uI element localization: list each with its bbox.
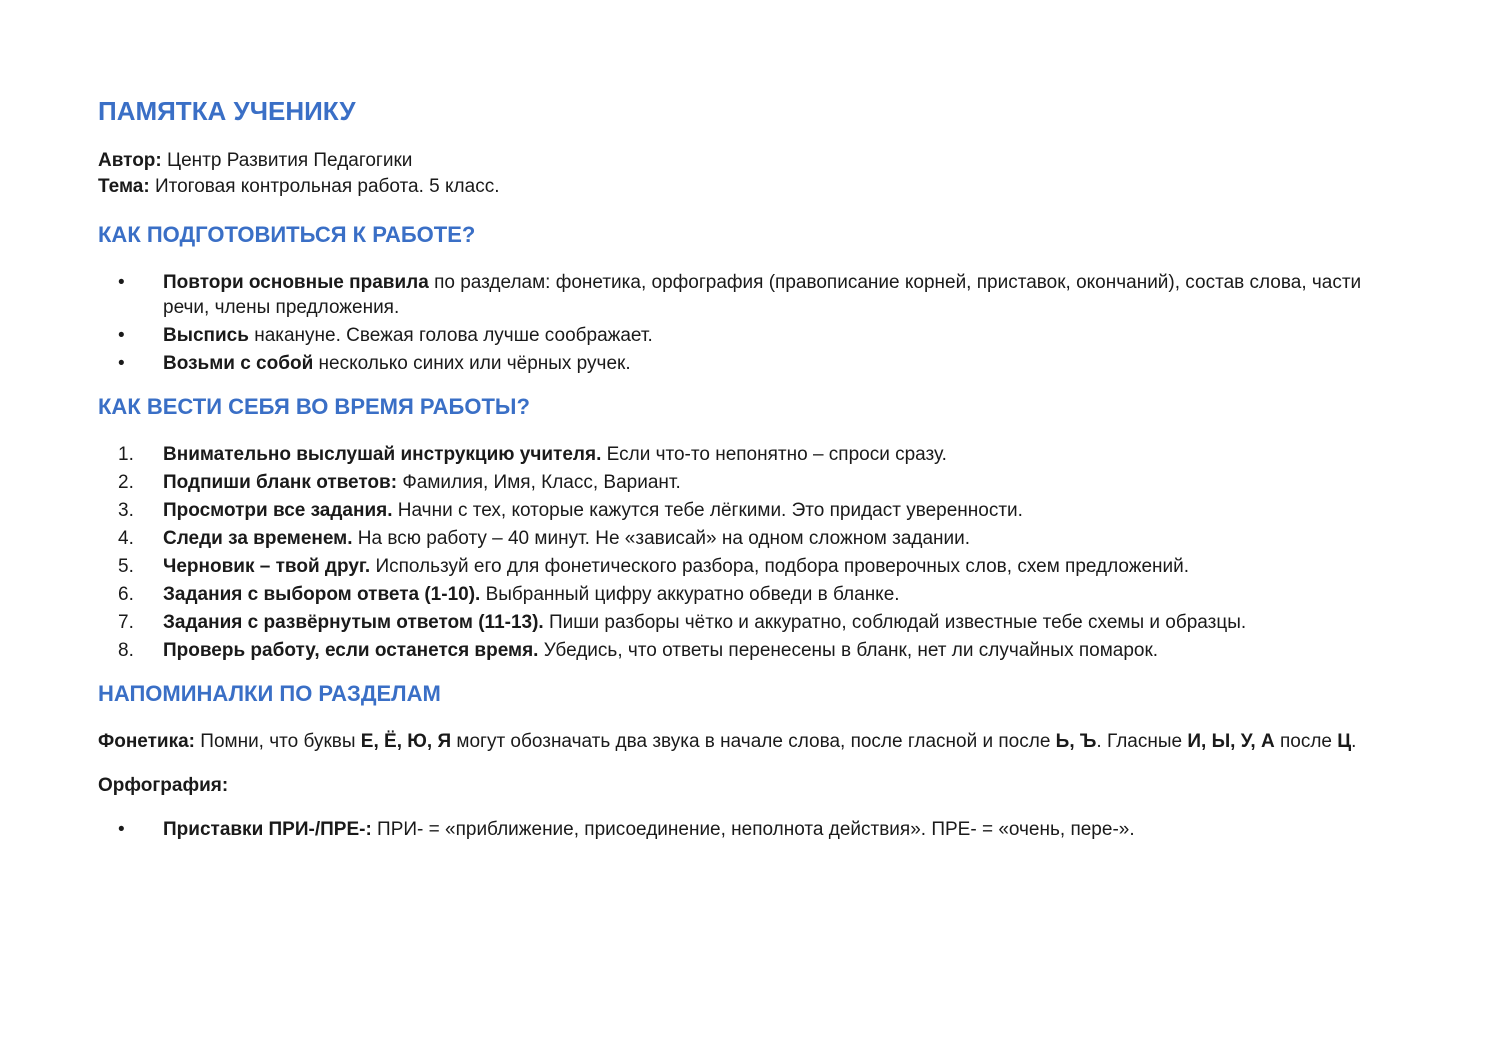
author-label: Автор: xyxy=(98,150,162,171)
item-text: Начни с тех, которые кажутся тебе лёгкими. Это придаст уверенности. xyxy=(392,500,1023,521)
phonetics-text: . xyxy=(1351,731,1357,752)
item-bold: Приставки ПРИ-/ПРЕ-: xyxy=(163,819,372,840)
item-text: по разделам: фонетика, орфография (правописание корней, приставок, окончаний), состав слова, части речи, члены предложения. xyxy=(163,272,1362,318)
section-heading-reminders: НАПОМИНАЛКИ ПО РАЗДЕЛАМ xyxy=(98,681,441,706)
list-item xyxy=(98,351,1410,376)
list-item xyxy=(98,470,1410,495)
phonetics-label: Фонетика: xyxy=(98,731,196,752)
topic-value: Итоговая контрольная работа. 5 класс. xyxy=(149,176,500,197)
item-bold: Выспись xyxy=(163,325,249,346)
phonetics-bold: Ь, Ъ xyxy=(1055,731,1097,752)
list-number: 8. xyxy=(118,640,134,661)
item-text: Используй его для фонетического разбора, подбора проверочных слов, схем предложений. xyxy=(370,556,1190,577)
list-number: 7. xyxy=(118,612,134,633)
list-item xyxy=(98,554,1410,579)
list-number: 4. xyxy=(118,528,134,549)
list-number: 5. xyxy=(118,556,134,577)
item-bold: Повтори основные правила xyxy=(163,272,429,293)
bullet-marker: • xyxy=(118,353,125,374)
document-meta xyxy=(98,148,1410,200)
item-bold: Задания с выбором ответа (1-10). xyxy=(163,584,481,605)
item-text: Выбранный цифру аккуратно обведи в бланке. xyxy=(480,584,900,605)
phonetics-text: могут обозначать два звука в начале слова, после гласной и после xyxy=(451,731,1056,752)
phonetics-paragraph xyxy=(98,729,1410,754)
list-item xyxy=(98,526,1410,551)
list-item xyxy=(98,323,1410,348)
list-item xyxy=(98,442,1410,467)
phonetics-text: . Гласные xyxy=(1096,731,1188,752)
topic-label: Тема: xyxy=(98,176,150,197)
phonetics-text: после xyxy=(1274,731,1338,752)
list-item xyxy=(98,582,1410,607)
bullet-marker: • xyxy=(118,272,125,293)
author-line xyxy=(98,148,1410,174)
item-bold: Проверь работу, если останется время. xyxy=(163,640,539,661)
topic-line xyxy=(98,174,1410,200)
list-item xyxy=(98,498,1410,523)
item-bold: Возьми с собой xyxy=(163,353,314,374)
list-item xyxy=(98,610,1410,635)
list-number: 1. xyxy=(118,444,134,465)
item-text: Убедись, что ответы перенесены в бланк, нет ли случайных помарок. xyxy=(538,640,1159,661)
phonetics-text: Помни, что буквы xyxy=(195,731,361,752)
item-bold: Просмотри все задания. xyxy=(163,500,393,521)
preparation-list xyxy=(98,270,1410,376)
item-bold: Подпиши бланк ответов: xyxy=(163,472,398,493)
item-text: ПРИ- = «приближение, присоединение, неполнота действия». ПРЕ- = «очень, пере-». xyxy=(371,819,1135,840)
phonetics-bold: Ц xyxy=(1337,731,1352,752)
bullet-marker: • xyxy=(118,325,125,346)
document-title: ПАМЯТКА УЧЕНИКУ xyxy=(98,96,356,126)
item-text: Фамилия, Имя, Класс, Вариант. xyxy=(397,472,681,493)
phonetics-bold: Е, Ё, Ю, Я xyxy=(360,731,452,752)
item-bold: Задания с развёрнутым ответом (11-13). xyxy=(163,612,544,633)
list-number: 3. xyxy=(118,500,134,521)
orthography-list xyxy=(98,817,1410,842)
list-item xyxy=(98,638,1410,663)
item-text: Если что-то непонятно – спроси сразу. xyxy=(601,444,947,465)
item-text: Пиши разборы чётко и аккуратно, соблюдай известные тебе схемы и образцы. xyxy=(543,612,1247,633)
section-heading-during-work: КАК ВЕСТИ СЕБЯ ВО ВРЕМЯ РАБОТЫ? xyxy=(98,394,530,419)
item-text: накануне. Свежая голова лучше соображает. xyxy=(248,325,653,346)
bullet-marker: • xyxy=(118,819,125,840)
item-text: На всю работу – 40 минут. Не «зависай» на одном сложном задании. xyxy=(352,528,971,549)
list-item xyxy=(98,270,1410,320)
orthography-heading: Орфография: xyxy=(98,775,229,796)
item-bold: Следи за временем. xyxy=(163,528,353,549)
item-text: несколько синих или чёрных ручек. xyxy=(313,353,631,374)
item-bold: Черновик – твой друг. xyxy=(163,556,371,577)
list-number: 6. xyxy=(118,584,134,605)
section-heading-preparation: КАК ПОДГОТОВИТЬСЯ К РАБОТЕ? xyxy=(98,222,476,247)
phonetics-bold: И, Ы, У, А xyxy=(1187,731,1275,752)
list-item xyxy=(98,817,1410,842)
during-work-list xyxy=(98,442,1410,663)
author-value: Центр Развития Педагогики xyxy=(161,150,413,171)
list-number: 2. xyxy=(118,472,134,493)
item-bold: Внимательно выслушай инструкцию учителя. xyxy=(163,444,602,465)
